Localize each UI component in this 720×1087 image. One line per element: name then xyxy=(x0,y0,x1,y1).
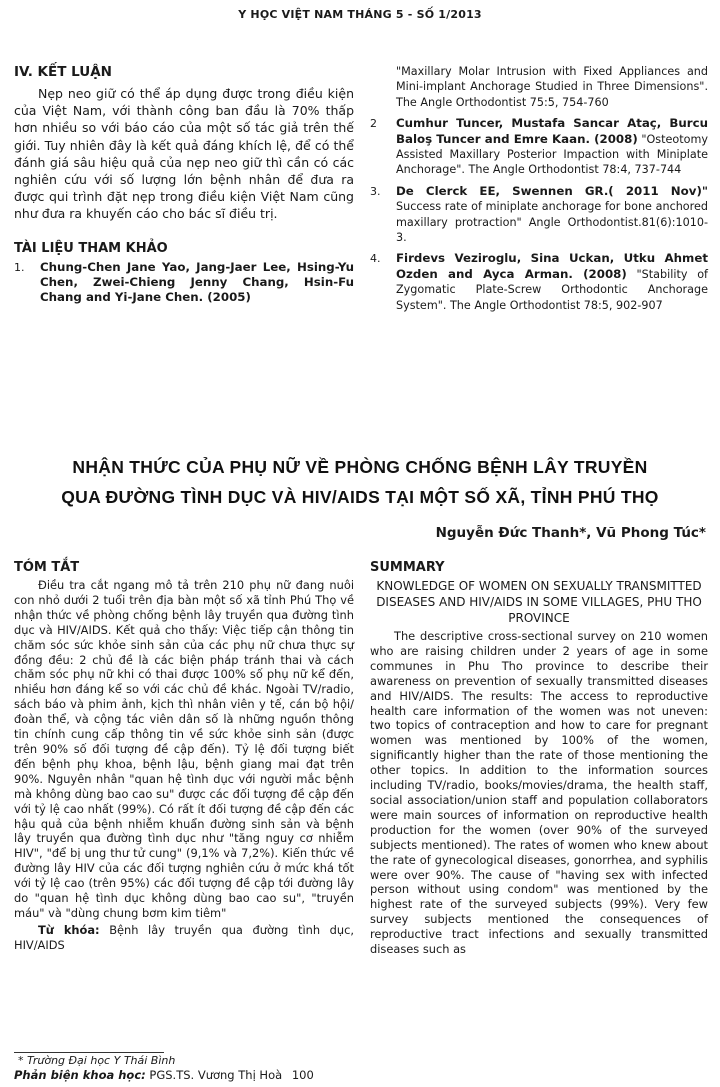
conclusion-text: Nẹp neo giữ có thể áp dụng được trong điều kiện của Việt Nam, với thành công ban đầu là 70% thấp hơn nhiều so với báo cáo của một số tác giả trên thế giới. Tuy nhiên đây là kết quả đáng khích lệ, để có thể đánh giá sâu hiệu quả của nẹp neo giữ thì cần có các nghiên cứu với số lượng lớn bệnh nhân để đưa ra được qui trình đặt nẹp trong điều kiện Việt Nam cũng như đưa ra khuyến cáo cho bác sĩ điều trị. xyxy=(14,86,354,222)
reference-number: 1. xyxy=(14,260,25,274)
reviewer-footnote xyxy=(14,1068,314,1082)
reference-continuation: "Maxillary Molar Intrusion with Fixed Appliances and Mini-implant Anchorage Studied in Three Dimensions". The Angle Orthodontist 75:5, 754-760 xyxy=(396,65,708,109)
page-number: 100 xyxy=(291,1068,314,1082)
keywords-text: Bệnh lây truyền qua đường tình dục, HIV/AIDS xyxy=(14,922,354,952)
reference-item xyxy=(370,251,708,313)
reference-authors: Firdevs Veziroglu, Sina Uckan, Utku Ahmet Ozden and Ayca Arman. (2008) xyxy=(396,251,708,281)
affiliation-footnote: * Trường Đại học Y Thái Bình xyxy=(18,1054,176,1067)
reference-item xyxy=(370,116,708,178)
abstract-text: Điều tra cắt ngang mô tả trên 210 phụ nữ đang nuôi con nhỏ dưới 2 tuổi trên địa bàn một số xã tỉnh Phú Thọ về nhận thức về phòng chống bệnh lây truyền qua đường tình dục và HIV/AIDS. Kết quả cho thấy: Việc tiếp cận thông tin chăm sóc sức khỏe sinh sản của các phụ nữ chưa thực sự đồng đều: 2 chủ đề là các biện pháp tránh thai và cách chăm sóc phụ nữ khi có thai được 100% số phụ nữ kể đến, nhiều hơn đáng kể so với các chủ đề khác. Ngoài TV/radio, sách báo và phim ảnh, kịch thì nhân viên y tế, cán bộ hội/đoàn thể, và cộng tác viên dân số là những nguồn thông tin chính cung cấp thông tin về sức khỏe sinh sản (được trên 90% số đối tượng đề cập đến). Tỷ lệ đối tượng biết đến bệnh phụ khoa, bệnh lậu, bệnh giang mai đạt trên 90%. Nguyên nhân "quan hệ tình dục với người mắc bệnh mà không dùng bao cao su" được các đối tượng đề cập đến với tỷ lệ cao nhất (99%). Có rất ít đối tượng đề cập đến các hậu quả của bệnh nhiễm khuẩn đường sinh sản và bệnh lây truyền qua đường tình dục như "tăng nguy cơ nhiễm HIV", "để bị ung thư tử cung" (9,1% và 7,2%). Kiến thức về đường lây HIV của các đối tượng nghiên cứu ở mức khá tốt với tỷ lệ cao (trên 95%) các đối tượng đề cập tới đường lây do "quan hệ tình dục không dùng bao cao su", "truyền máu" và "dùng chung bơm kim tiêm" xyxy=(14,578,354,920)
reviewer-name: PGS.TS. Vương Thị Hoà xyxy=(149,1068,283,1082)
reference-authors: De Clerck EE, Swennen GR.( 2011 Nov)" xyxy=(396,183,708,198)
references-continued xyxy=(370,64,708,319)
reference-details: "Osteotomy Assisted Maxillary Posterior Impaction with Miniplate Anchorage". The Angle Orthodontist 78:4, 737-744 xyxy=(396,132,708,177)
reference-authors: Chung-Chen Jane Yao, Jang-Jaer Lee, Hsing-Yu Chen, Zwei-Chieng Jenny Chang, Hsin-Fu Chang and Yi-Jane Chen. (2005) xyxy=(40,259,354,305)
reference-item xyxy=(14,260,354,306)
summary-english xyxy=(370,560,708,957)
journal-header: Y HỌC VIỆT NAM THÁNG 5 - SỐ 1/2013 xyxy=(238,8,482,21)
conclusion-heading: IV. KẾT LUẬN xyxy=(14,64,112,80)
keywords-label: Từ khóa: xyxy=(38,922,100,937)
reviewer-label: Phản biện khoa học: xyxy=(14,1068,146,1082)
reference-number: 4. xyxy=(370,252,381,266)
summary-title: KNOWLEDGE OF WOMEN ON SEXUALLY TRANSMITTED DISEASES AND HIV/AIDS IN SOME VILLAGES, PHU THO PROVINCE xyxy=(376,579,702,625)
article-title-line: NHẬN THỨC CỦA PHỤ NỮ VỀ PHÒNG CHỐNG BỆNH LÂY TRUYỀN xyxy=(72,457,648,477)
reference-number: 2 xyxy=(370,117,377,131)
article-authors: Nguyễn Đức Thanh*, Vũ Phong Túc* xyxy=(435,525,706,541)
abstract-vietnamese xyxy=(14,560,354,953)
conclusion-section xyxy=(14,64,354,312)
reference-details: "Stability of Zygomatic Plate-Screw Orthodontic Anchorage System". The Angle Orthodontist 78:5, 902-907 xyxy=(396,267,708,312)
article-title-line: QUA ĐƯỜNG TÌNH DỤC VÀ HIV/AIDS TẠI MỘT SỐ XÃ, TỈNH PHÚ THỌ xyxy=(61,487,659,507)
summary-heading: SUMMARY xyxy=(370,560,445,575)
reference-item xyxy=(370,184,708,246)
reference-authors: Cumhur Tuncer, Mustafa Sancar Ataç, Burcu Baloş Tuncer and Emre Kaan. (2008) xyxy=(396,116,708,146)
summary-text: The descriptive cross-sectional survey on 210 women who are raising children under 2 years of age in some communes in Phu Tho province to describe their awareness on prevention of sexually transmitted diseases and HIV/AIDS. The results: The access to reproductive health care information of the women was not uneven: two topics of contraception and how to care for pregnant women was mentioned by 100% of the women, significantly higher than the rate of those mentioning the other topics. In addition to the information sources including TV/radio, books/movies/drama, the health staff, social association/union staff and population collaborators were main sources of information on reproductive health production for the women (over 90% of the surveyed subjects mentioned). The rates of women who knew about the rate of gynecological diseases, gonorrhea, and syphilis were over 90%. The cause of "having sex with infected person without using condom" was mentioned by the highest rate of the surveyed subjects (99%). Very few survey subjects mentioned the consequences of reproductive tract infections and sexually transmitted diseases such as xyxy=(370,629,708,957)
footnote-divider xyxy=(14,1052,164,1053)
abstract-heading: TÓM TẮT xyxy=(14,560,80,575)
references-heading: TÀI LIỆU THAM KHẢO xyxy=(14,240,168,256)
article-title xyxy=(0,452,720,512)
reference-number: 3. xyxy=(370,184,381,198)
keywords xyxy=(14,923,354,953)
reference-details: Success rate of miniplate anchorage for bone anchored maxillary protraction" Angle Orthodontist.81(6):1010-3. xyxy=(396,200,708,245)
